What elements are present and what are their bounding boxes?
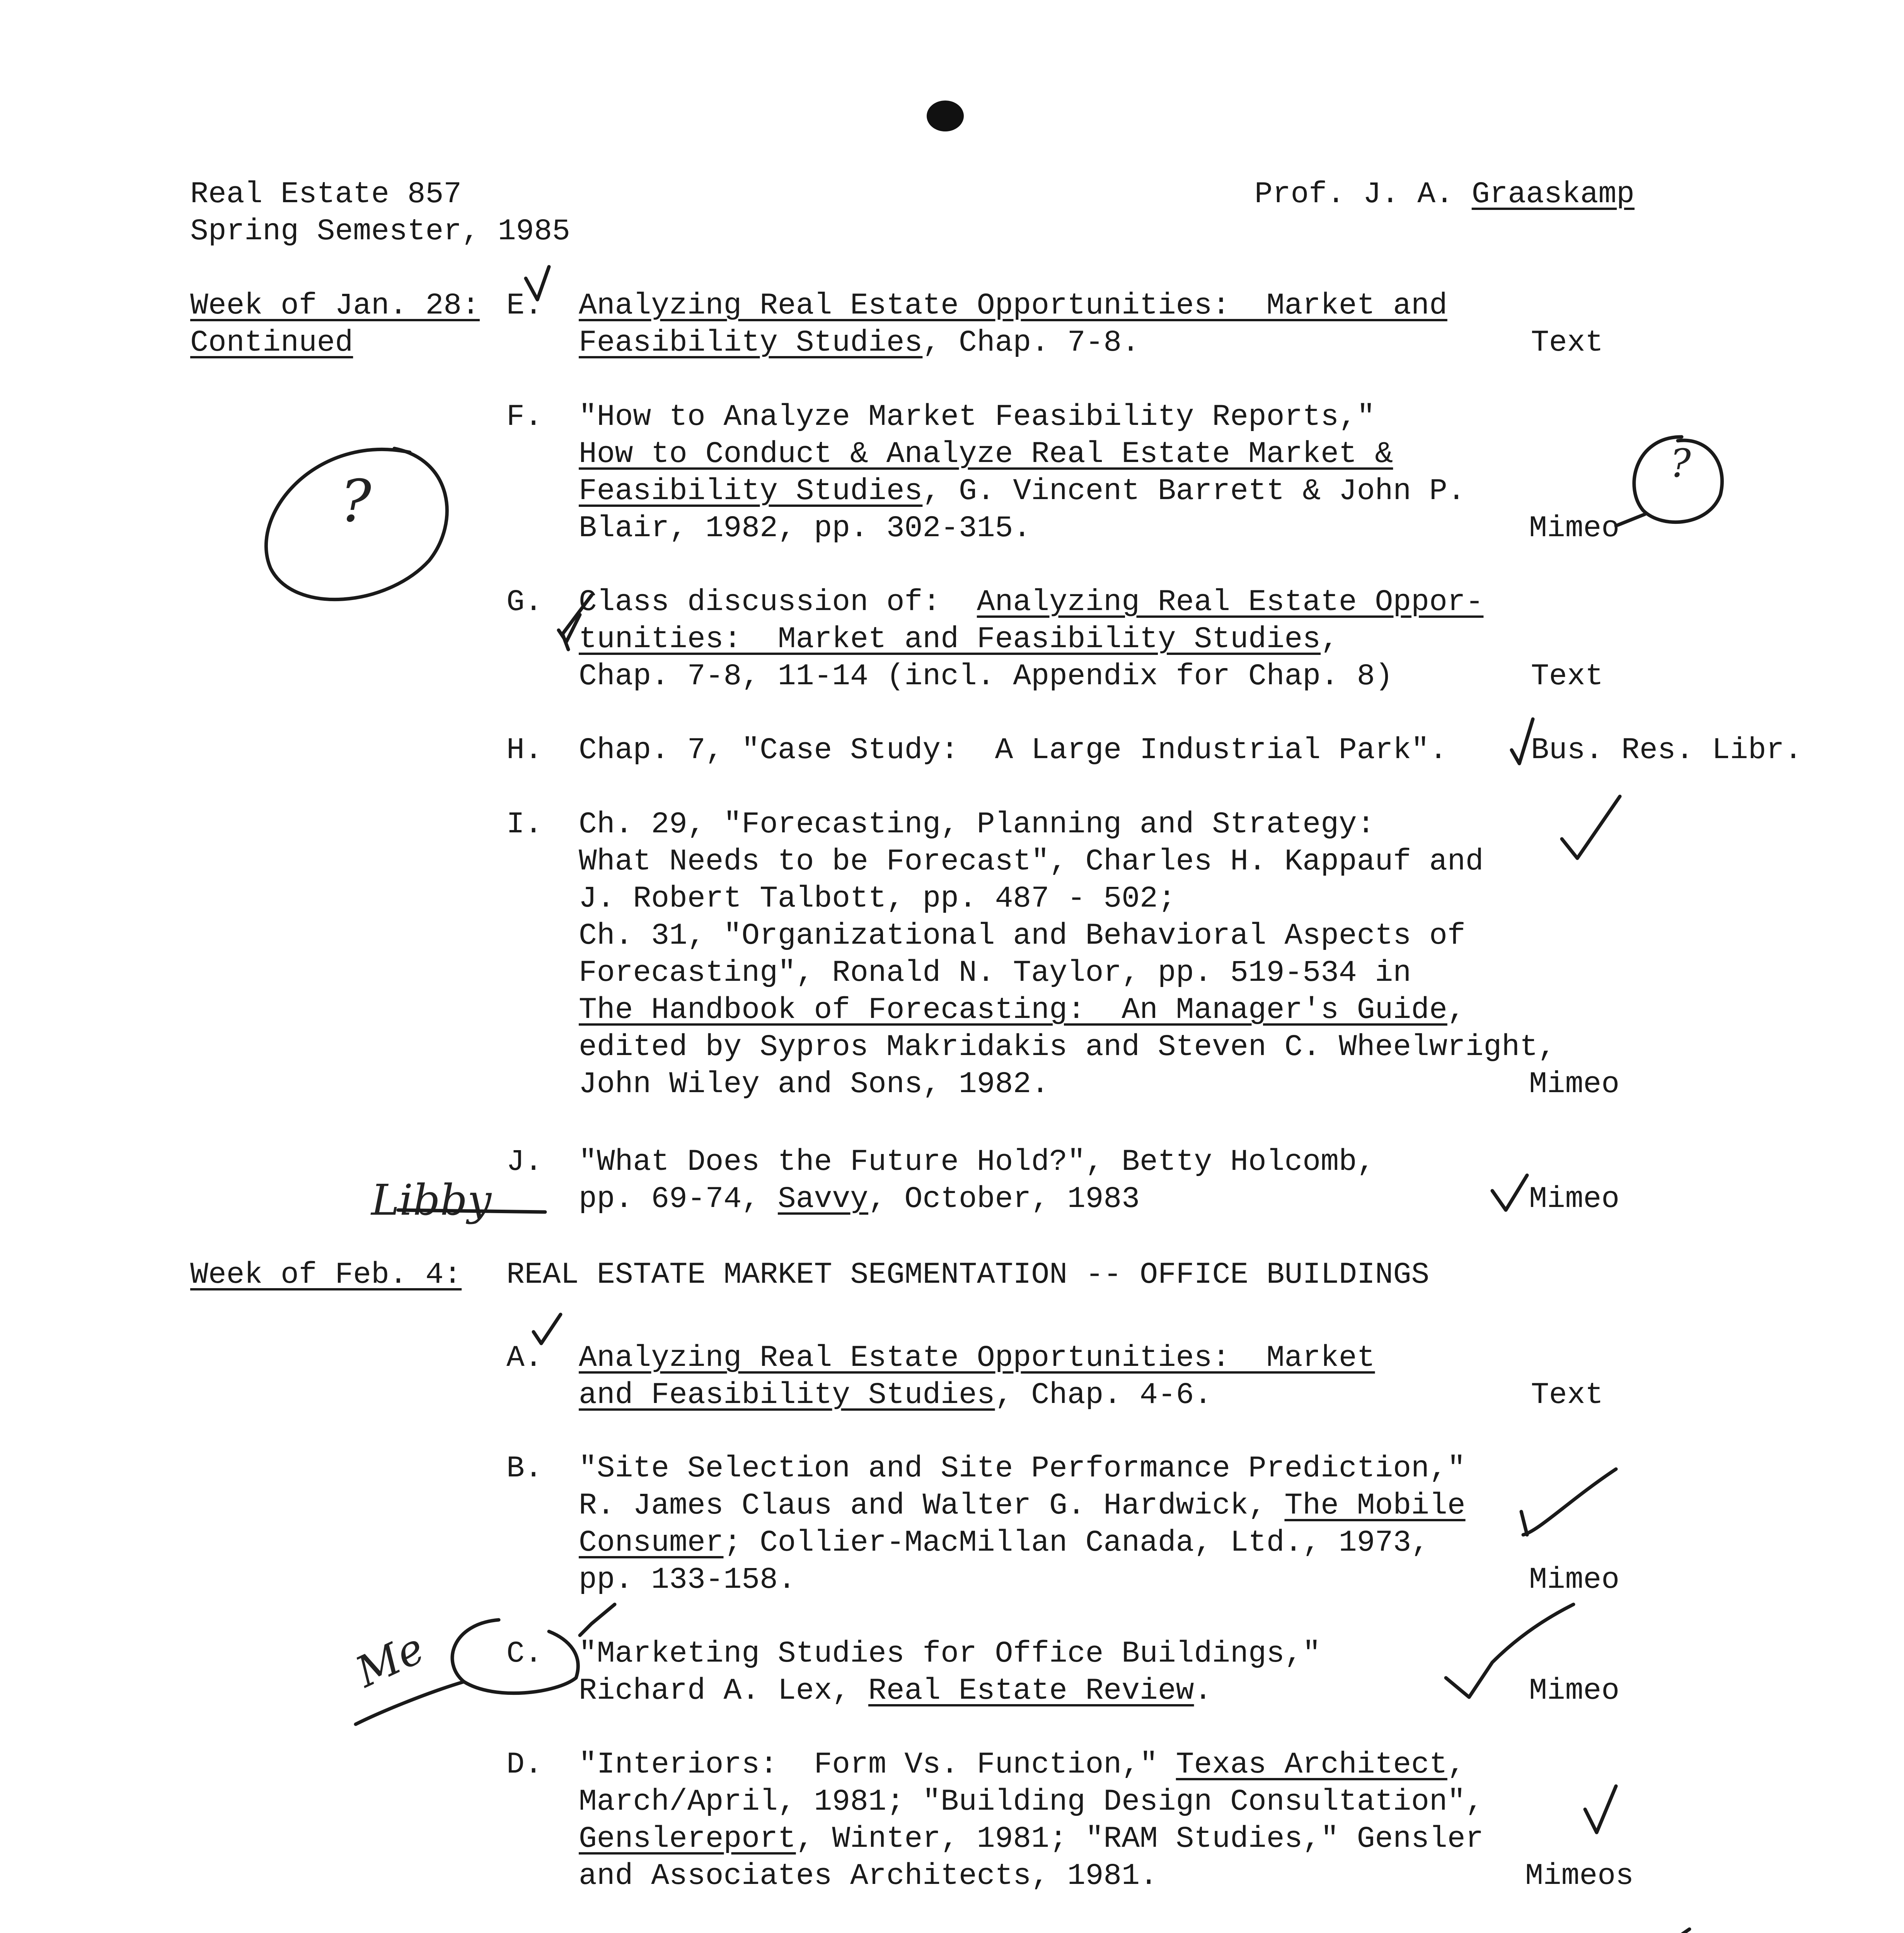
checkmark-icon <box>1492 1175 1527 1210</box>
item-source: Text <box>1531 326 1604 360</box>
handwritten-underline <box>398 1210 545 1212</box>
item-source: Mimeo <box>1529 1674 1620 1708</box>
item-line: Ch. 29, "Forecasting, Planning and Strategy: <box>579 808 1375 842</box>
item-letter: D. <box>506 1748 543 1782</box>
item-letter: J. <box>506 1145 543 1179</box>
course-title: Real Estate 857 <box>190 177 462 211</box>
item-source: Mimeo <box>1529 511 1620 545</box>
item-line: edited by Sypros Makridakis and Steven C. Wheelwright, <box>579 1030 1556 1064</box>
underlined-title: Texas Architect <box>1176 1748 1447 1782</box>
item-text: ; Collier-MacMillan Canada, Ltd., 1973, <box>723 1526 1429 1560</box>
item-letter: H. <box>506 733 543 767</box>
item-text: , G. Vincent Barrett & John P. <box>922 474 1466 508</box>
professor-name: Graaskamp <box>1471 177 1635 211</box>
item-line: Analyzing Real Estate Opportunities: Market <box>579 1341 1375 1375</box>
item-line: Analyzing Real Estate Opportunities: Market and <box>579 289 1447 323</box>
item-line: Blair, 1982, pp. 302-315. <box>579 511 1031 545</box>
checkmark-icon <box>1523 1469 1616 1535</box>
checkmark-icon <box>580 1604 615 1635</box>
checkmark-icon <box>526 267 549 300</box>
week-label-continued: Continued <box>190 326 353 360</box>
item-line: "Marketing Studies for Office Buildings," <box>579 1637 1321 1671</box>
item-source: Mimeo <box>1529 1182 1620 1216</box>
item-letter: I. <box>506 808 543 842</box>
item-line: Ch. 31, "Organizational and Behavioral Aspects of <box>579 919 1466 953</box>
item-source: Mimeos <box>1525 1859 1634 1893</box>
handwritten-libby: Libby <box>371 1175 492 1225</box>
item-line: Forecasting", Ronald N. Taylor, pp. 519-534 in <box>579 956 1411 990</box>
item-text: , Chap. 7-8. <box>922 326 1140 360</box>
item-source: Bus. Res. Libr. <box>1531 733 1803 767</box>
item-letter: B. <box>506 1452 543 1486</box>
week-label-feb4: Week of Feb. 4: <box>190 1258 462 1292</box>
item-source: Mimeo <box>1529 1067 1620 1101</box>
item-line: What Needs to be Forecast", Charles H. Kappauf and <box>579 845 1484 879</box>
item-text: pp. 69-74, <box>579 1182 778 1216</box>
item-letter: G. <box>506 585 543 619</box>
underlined-title: The Handbook of Forecasting: An Manager's Guide <box>579 993 1447 1027</box>
underlined-title: Feasibility Studies <box>579 326 923 360</box>
punch-hole-mark <box>927 101 964 131</box>
checkmark-icon <box>1521 1512 1527 1535</box>
week-label-jan28: Week of Jan. 28: <box>190 289 480 323</box>
checkmark-icon <box>1446 1604 1573 1697</box>
semester: Spring Semester, 1985 <box>190 215 570 249</box>
item-source: Text <box>1531 660 1604 694</box>
handwritten-question-mark: ? <box>340 468 372 535</box>
item-letter: F. <box>506 400 543 434</box>
checkmark-icon <box>559 615 580 642</box>
underlined-title: Real Estate Review <box>868 1674 1194 1708</box>
week-topic: REAL ESTATE MARKET SEGMENTATION -- OFFICE BUILDINGS <box>506 1258 1430 1292</box>
item-text: Class discussion of: <box>579 585 977 619</box>
handwritten-circle <box>452 1620 578 1693</box>
handwritten-circle <box>266 448 447 600</box>
item-text: R. James Claus and Walter G. Hardwick, <box>579 1489 1285 1523</box>
item-line: Chap. 7, "Case Study: A Large Industrial Park". <box>579 733 1447 767</box>
item-line: pp. 133-158. <box>579 1563 796 1597</box>
checkmark-icon <box>1512 719 1533 764</box>
item-text: "Interiors: Form Vs. Function," <box>579 1748 1176 1782</box>
checkmark-icon <box>534 1314 561 1343</box>
checkmark-icon <box>1585 1786 1616 1832</box>
professor-prefix: Prof. J. A. <box>1255 177 1472 211</box>
handwritten-question-mark: ? <box>1670 441 1691 486</box>
item-text: Richard A. Lex, <box>579 1674 868 1708</box>
item-letter: C. <box>506 1637 543 1671</box>
handwritten-initials: Me <box>348 1623 432 1697</box>
item-line: How to Conduct & Analyze Real Estate Market & <box>579 437 1393 471</box>
item-text: , Winter, 1981; "RAM Studies," Gensler <box>796 1822 1484 1856</box>
item-text: , <box>1447 1748 1466 1782</box>
underlined-title: Savvy <box>777 1182 868 1216</box>
underlined-title: Feasibility Studies <box>579 474 923 508</box>
underlined-title: The Mobile <box>1284 1489 1466 1523</box>
underlined-title: tunities: Market and Feasibility Studies <box>579 622 1321 656</box>
item-line: J. Robert Talbott, pp. 487 - 502; <box>579 882 1176 916</box>
item-source: Mimeo <box>1529 1563 1620 1597</box>
item-line: Chap. 7-8, 11-14 (incl. Appendix for Chap. 8) <box>579 660 1393 694</box>
item-letter: E. <box>506 289 543 323</box>
item-line: and Associates Architects, 1981. <box>579 1859 1158 1893</box>
underlined-title: Analyzing Real Estate Oppor- <box>977 585 1484 619</box>
item-text: , <box>1447 993 1466 1027</box>
checkmark-icon <box>1624 1929 1689 1933</box>
item-line: "How to Analyze Market Feasibility Reports," <box>579 400 1375 434</box>
underlined-title: Consumer <box>579 1526 724 1560</box>
item-text: , October, 1983 <box>868 1182 1140 1216</box>
item-line: John Wiley and Sons, 1982. <box>579 1067 1049 1101</box>
checkmark-icon <box>1562 796 1620 858</box>
item-text: , <box>1321 622 1339 656</box>
item-line: March/April, 1981; "Building Design Consultation", <box>579 1785 1484 1819</box>
underlined-title: and Feasibility Studies <box>579 1378 995 1412</box>
item-source: Text <box>1531 1378 1604 1412</box>
item-line: "Site Selection and Site Performance Prediction," <box>579 1452 1466 1486</box>
item-letter: A. <box>506 1341 543 1375</box>
underlined-title: Genslereport <box>579 1822 796 1856</box>
item-text: . <box>1194 1674 1212 1708</box>
handwritten-circle <box>1616 437 1722 526</box>
handwritten-arrow <box>356 1682 464 1724</box>
item-line: "What Does the Future Hold?", Betty Holcomb, <box>579 1145 1375 1179</box>
item-text: , Chap. 4-6. <box>995 1378 1212 1412</box>
